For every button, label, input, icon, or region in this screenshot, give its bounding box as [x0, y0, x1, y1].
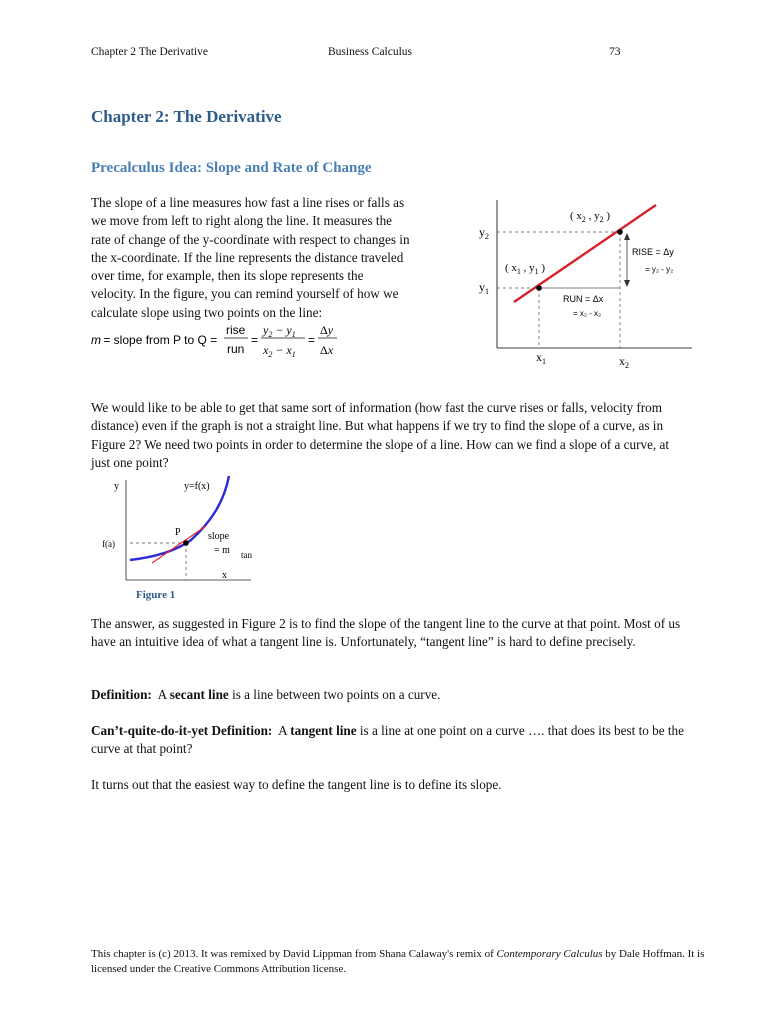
slope-diagram [470, 195, 700, 375]
intro-paragraph [91, 194, 461, 322]
running-header-course: Business Calculus [328, 46, 413, 58]
cant-definition-rest: is a line at one point on a curve …. that does its best to be the curve at that point? [91, 723, 685, 757]
footer-text-1: This chapter is (c) 2013. It was remixed by David Lippman from Shana Calaway's remix of [91, 948, 497, 960]
closing-paragraph: It turns out that the easiest way to define the tangent line is to define its slope. [91, 777, 502, 792]
formula-run: run [227, 342, 245, 356]
svg-text:=: = [308, 333, 316, 347]
x1-label: x [536, 350, 542, 364]
figure-caption: Figure 1 [136, 589, 176, 601]
m-text: = m [214, 545, 230, 556]
x2-label: x [619, 354, 625, 368]
point-p-text: P [175, 527, 181, 538]
svg-text:y2: $y_2$ [479, 225, 489, 241]
run-equation: = x₂ - x₂ [573, 309, 602, 318]
point-p-dot [183, 540, 189, 546]
slope-formula-graphic [91, 322, 351, 362]
definition-rest: is a line between two points on a curve. [228, 687, 441, 702]
y1-label: y [479, 280, 485, 294]
footer-text-2: by Dale Hoffman. It is licensed under the Creative Commons Attribution license. [91, 948, 705, 975]
definition-label: Definition: [91, 687, 152, 702]
rise-equation: = y₂ - y₂ [645, 265, 674, 274]
definition-lead: A [151, 687, 170, 702]
rise-label: RISE = Δy [632, 247, 674, 257]
svg-text:x2 − x1: $x_2 - x_1$ [263, 343, 296, 359]
svg-text:x1: $x_1$ [536, 350, 546, 366]
slope-text: slope [208, 531, 230, 542]
footer-book-title: Contemporary Calculus [496, 948, 603, 960]
tan-subscript: tan [241, 550, 252, 560]
tangent-diagram [96, 472, 276, 602]
y-axis-label: y [114, 481, 119, 492]
svg-text:y1: $y_1$ [479, 280, 489, 296]
intro-line: rate of change of the y-coordinate with respect to changes in [91, 231, 410, 247]
intro-line: calculate slope using two points on the line: [91, 304, 323, 320]
formula-m: m [91, 333, 101, 347]
tangent-intro-paragraph: The answer, as suggested in Figure 2 is to find the slope of the tangent line to the curve at that point. Most of us have an intuitive idea of what a tangent line is. Unfortunately, “tangent line” is hard to define precisely. [91, 616, 681, 650]
intro-line: The slope of a line measures how fast a line rises or falls as [91, 195, 405, 210]
running-header-chapter: Chapter 2 The Derivative [91, 46, 208, 58]
formula-eq: = [251, 333, 259, 347]
slope-formula [91, 322, 351, 365]
x-axis-label: x [222, 570, 227, 581]
intro-line: velocity. In the figure, you can remind yourself of how we [91, 286, 399, 302]
point-p-label: ( $x_1$ , $y_1$ ) [505, 262, 546, 276]
intro-line: over time, for example, then its slope represents the [91, 268, 364, 284]
point-q-label: ( $x_2$ , $y_2$ ) [570, 210, 611, 224]
svg-text:Δy: Δy [320, 323, 334, 337]
intro-line: the x-coordinate. If the line represents the distance traveled [91, 249, 404, 265]
formula-rise: rise [226, 323, 246, 337]
tangent-term: tangent line [290, 723, 357, 738]
page-number: 73 [609, 46, 621, 58]
function-label: y=f(x) [184, 481, 210, 492]
secant-term: secant line [169, 687, 229, 702]
svg-text:x2: $x_2$ [619, 354, 629, 370]
formula-lead: = slope from P to Q = [100, 333, 221, 347]
run-label: RUN = Δx [563, 294, 604, 304]
secant-definition [91, 686, 691, 704]
chapter-title: Chapter 2: The Derivative [91, 107, 282, 126]
cant-definition-lead: A [272, 723, 291, 738]
section-title: Precalculus Idea: Slope and Rate of Change [91, 160, 372, 176]
license-footer [91, 947, 711, 976]
svg-text:Δx: Δx [320, 343, 334, 357]
tangent-definition [91, 722, 691, 759]
point-p [536, 285, 542, 291]
curve-paragraph: We would like to be able to get that same sort of information (how fast the curve rises or falls, velocity from distance) even if the graph is not a straight line. But what happens if we try to find the slope of a curve, as in Figure 2? We need two points in order to determine the slope of a line. How can we find a slope of a curve, at just one point? [91, 400, 670, 470]
y2-label: y [479, 225, 485, 239]
point-q [617, 229, 623, 235]
svg-text:y2 − y1: $y_2 - y_1$ [263, 323, 296, 339]
fa-label: f(a) [102, 539, 115, 549]
cant-definition-label: Can’t-quite-do-it-yet Definition: [91, 723, 273, 738]
intro-line: we move from left to right along the line. It measures the [91, 213, 393, 229]
